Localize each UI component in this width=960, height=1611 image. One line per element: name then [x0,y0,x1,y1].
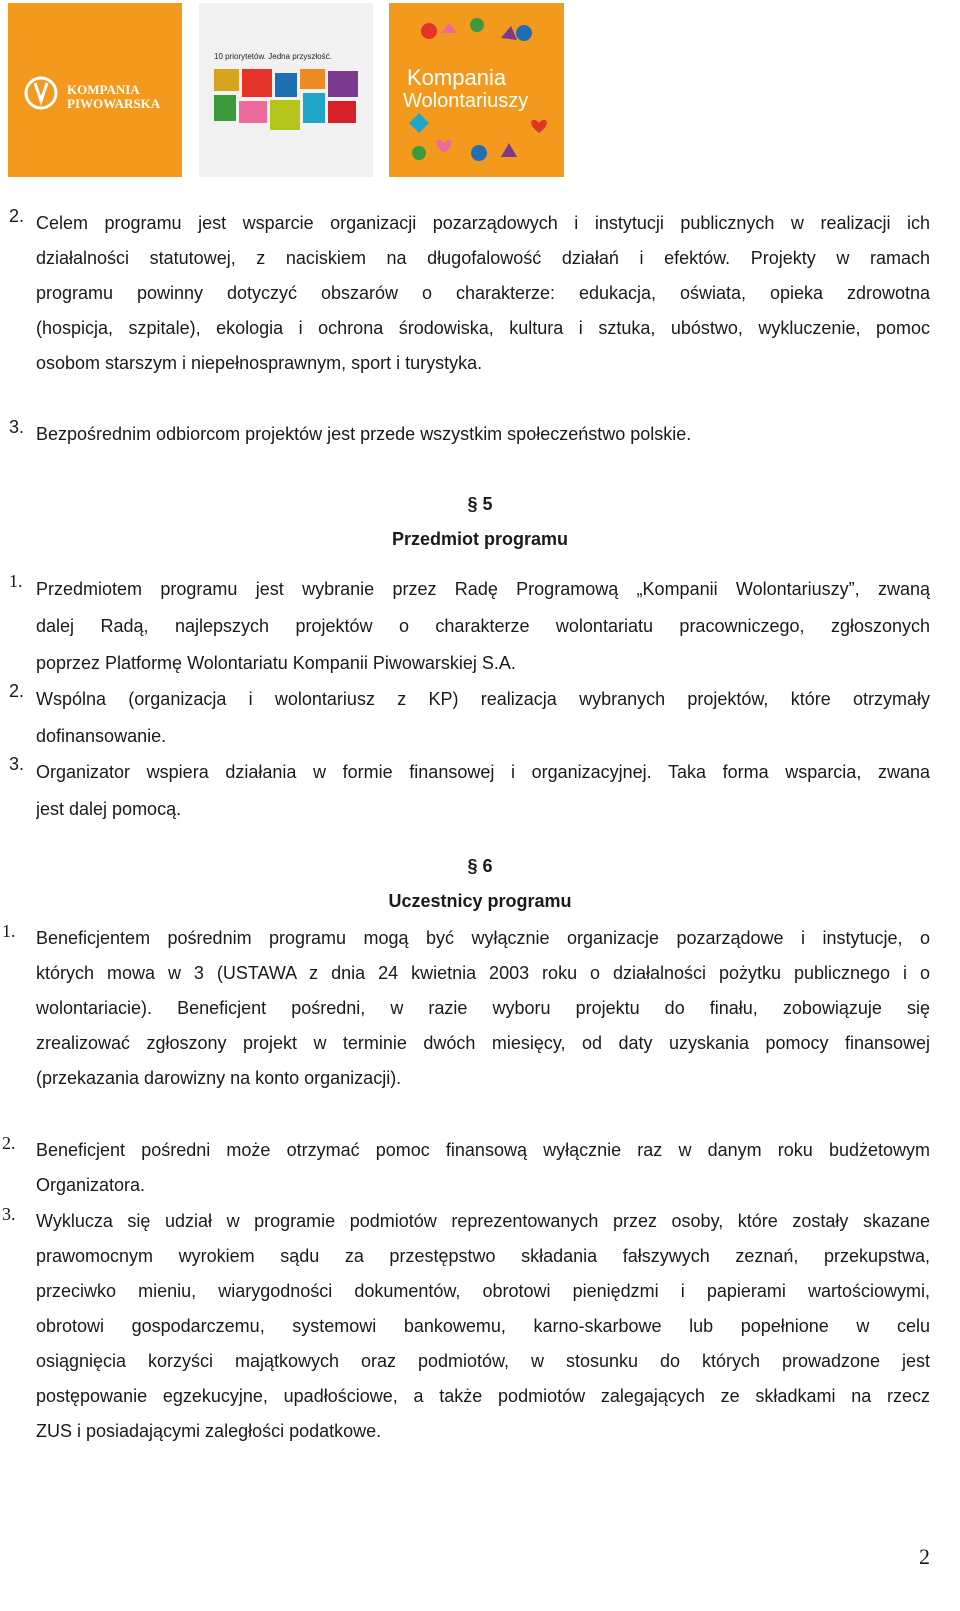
priorities-logo [199,3,373,177]
kompania-piwowarska-logo [8,3,182,177]
section-5-symbol: § 5 [467,494,493,514]
paragraph-number: 2. [2,1133,16,1153]
section-6-symbol: § 6 [467,856,493,876]
paragraph-4-2: Celem programu jest wsparcie organizacji pozarządowych i instytucji publicznych w realizacji ich działalności statutowej, z naciskiem na długofalowość działań i efektów. Projekty w ramach programu powinny dotyczyć obszarów o charakterze: edukacja, oświata, opieka zdrowotna (hospicja, szpitale), ekologia i ochrona środowiska, kultura i sztuka, ubóstwo, wykluczenie, pomoc osobom starszym i niepełnosprawnym, sport i turystyka. [36,213,930,373]
paragraph-number: 3. [9,754,25,774]
paragraph-number: 2. [9,681,25,701]
paragraph-number: 2. [9,206,25,226]
section-6-title: Uczestnicy programu [388,891,572,911]
svg-text:Wolontariuszy: Wolontariuszy [403,90,529,112]
kompania-wolontariuszy-logo [389,3,564,177]
svg-text:KOMPANIA: KOMPANIA [67,82,140,97]
svg-text:Kompania: Kompania [407,65,507,90]
paragraph-number: 3. [9,417,25,437]
paragraph-4-3: Bezpośrednim odbiorcom projektów jest przede wszystkim społeczeństwo polskie. [36,424,692,444]
page-number: 2 [919,1544,930,1569]
svg-text:PIWOWARSKA: PIWOWARSKA [67,96,161,111]
paragraph-6-2: Beneficjent pośredni może otrzymać pomoc finansową wyłącznie raz w danym roku budżetowym Organizatora. [36,1140,930,1195]
paragraph-6-3: Wyklucza się udział w programie podmiotów reprezentowanych przez osoby, które zostały skazane prawomocnym wyrokiem sądu za przestępstwo składania fałszywych zeznań, przekupstwa, przeciwko mieniu, wiarygodności dokumentów, obrotowi pieniędzmi i papierami wartościowymi, obrotowi gospodarczemu, systemowi bankowemu, karno-skarbowe lub popełnione w celu osiągnięcia korzyści majątkowych oraz podmiotów, w stosunku do których prowadzone jest postępowanie egzekucyjne, upadłościowe, a także podmiotów zalegających ze składkami na rzecz ZUS i posiadającymi zaległości podatkowe. [36,1211,930,1441]
svg-text:10 priorytetów. Jedna przyszło: 10 priorytetów. Jedna przyszłość. [214,52,332,61]
paragraph-number: 3. [2,1204,16,1224]
paragraph-5-2: Wspólna (organizacja i wolontariusz z KP) realizacja wybranych projektów, które otrzymały dofinansowanie. [36,689,930,746]
paragraph-number: 1. [2,921,16,941]
paragraph-5-1: Przedmiotem programu jest wybranie przez Radę Programową „Kompanii Wolontariuszy”, zwaną dalej Radą, najlepszych projektów o charakterze wolontariatu pracowniczego, zgłoszonych poprzez Platformę Wolontariatu Kompanii Piwowarskiej S.A. [36,579,930,673]
section-5-title: Przedmiot programu [391,529,569,549]
paragraph-6-1: Beneficjentem pośrednim programu mogą być wyłącznie organizacje pozarządowe i instytucje, o których mowa w 3 (USTAWA z dnia 24 kwietnia 2003 roku o działalności pożytku publicznego i o wolontariacie). Beneficjent pośredni, w razie wyboru projektu do finału, zobowiązuje się zrealizować zgłoszony projekt w terminie dwóch miesięcy, od daty uzyskania pomocy finansowej (przekazania darowizny na konto organizacji). [36,928,930,1088]
paragraph-number: 1. [9,571,23,591]
paragraph-5-3: Organizator wspiera działania w formie finansowej i organizacyjnej. Taka forma wsparcia, zwana jest dalej pomocą. [36,762,930,819]
